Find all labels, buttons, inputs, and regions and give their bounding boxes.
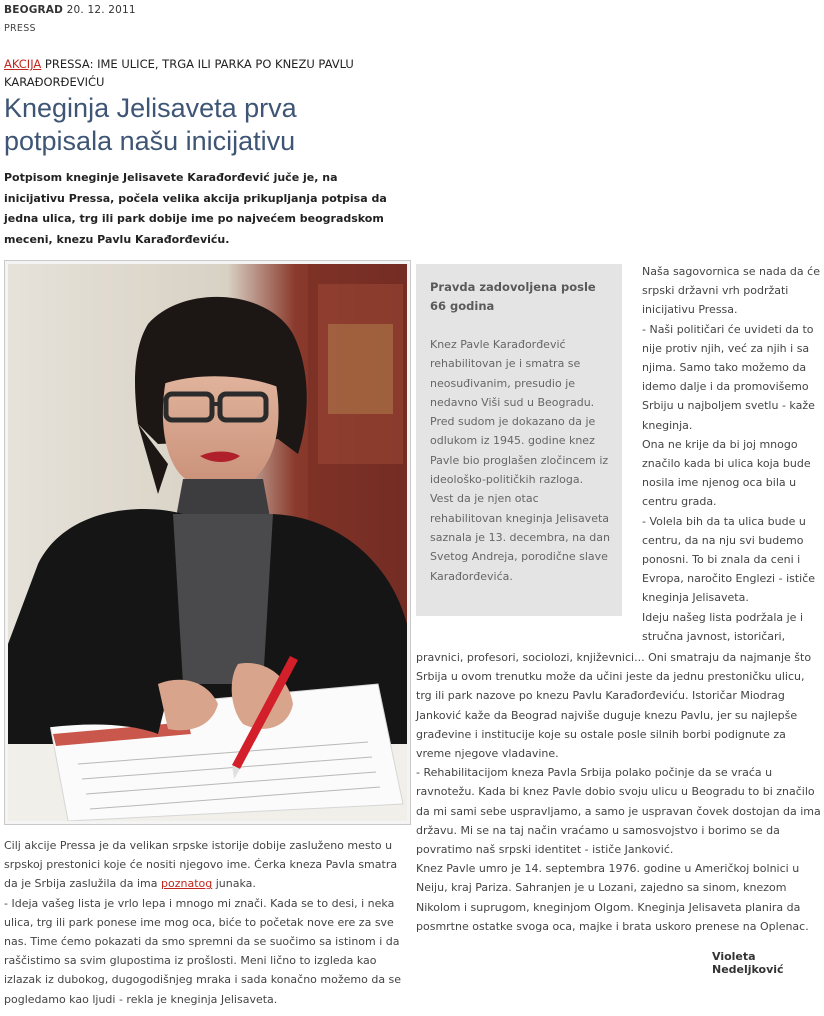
- lead-paragraph: Potpisom kneginje Jelisavete Karađorđević juče je, na inicijativu Pressa, počela velika akcija prikupljanja potpisa da jedna ulica, trg ili park dobije ime po najvećem beogradskom meceni, knezu Pavlu Karađorđeviću.: [4, 171, 387, 246]
- paragraph: Knez Pavle umro je 14. septembra 1976. godine u Američkoj bolnici u Neiju, kraj Pariza. Sahranjen je u Lozani, zajedno sa sinom, knezom Nikolom i suprugom, kneginjom Olgom. Kneginja Jelisaveta planira da posmrtne ostatke svoga oca, majke i brata uskoro prenese na Oplenac.: [416, 862, 809, 933]
- paragraph-text: Cilj akcije Pressa je da velikan srpske istorije dobije zasluženo mesto u srpskoj prestonici koje će nositi njegovo ime. Ćerka kneza Pavla smatra da je Srbija zaslužila da ima: [4, 839, 398, 891]
- kicker-text: PRESSA: IME ULICE, TRGA ILI PARKA PO KNEZU PAVLU KARAĐORĐEVIĆU: [4, 57, 354, 89]
- article-column-right-wide: [416, 648, 822, 936]
- dateline-city: BEOGRAD: [4, 4, 64, 16]
- dateline-date: 20. 12. 2011: [66, 4, 136, 16]
- kicker-link[interactable]: AKCIJA: [4, 57, 42, 71]
- paragraph: - Ideja vašeg lista je vrlo lepa i mnogo mi znači. Kada se to desi, i neka ulica, trg ili park ponese ime mog oca, biće to početak nove ere za sve nas. Time ćemo pokazati da smo spremni da se suočimo sa istinom i da raščistimo sa svim glupostima iz prošlosti. Meni lično to izgleda kao izlazak iz dubokog, dugogodišnjeg mraka i sada konačno možemo da se pogledamo kao ljudi - rekla je kneginja Jelisaveta.: [4, 896, 402, 1006]
- paragraph: - Rehabilitacijom kneza Pavla Srbija polako počinje da se vraća u ravnotežu. Kada bi knez Pavle dobio svoju ulicu u Beogradu to bi značilo da mi sami sebe uspravljamo, a samo je uspravan čovek dostojan da ima državu. Mi se na taj način vraćamo u samosvojstvo i borimo se da povratimo naš srpski identitet - ističe Janković.: [416, 766, 821, 857]
- kicker: [4, 55, 404, 91]
- paragraph: Naša sagovornica se nada da će srpski državni vrh podržati inicijativu Pressa.: [642, 265, 820, 317]
- paragraph: [4, 836, 406, 894]
- inline-link[interactable]: poznatog: [161, 877, 213, 891]
- author-byline: Violeta Nedeljković: [712, 950, 784, 976]
- paragraph: Ideju našeg lista podržala je i stručna javnost, istoričari,: [642, 610, 804, 643]
- paragraph: - Volela bih da ta ulica bude u centru, da na nju svi budemo ponosni. To bi znala da ceni i Evropa, naročito Englezi - ističe kneginja Jelisaveta.: [642, 514, 816, 605]
- paragraph: Ona ne krije da bi joj mnogo značilo kada bi ulica koja bude nosila ime njenog oca bila u centru grada.: [642, 437, 811, 509]
- sidebar-box: [416, 264, 622, 616]
- source-label: PRESS: [4, 23, 36, 34]
- article-photo: [4, 260, 411, 825]
- woman-signing-petition-photo: [8, 264, 407, 821]
- article-column-left: [4, 836, 406, 1009]
- article-column-right: [642, 262, 820, 646]
- dateline: [4, 4, 136, 16]
- sidebar-title: Pravda zadovoljena posle 66 godina: [430, 280, 596, 313]
- paragraph: pravnici, profesori, sociolozi, književnici... Oni smatraju da najmanje što Srbija u ovom trenutku može da učini jeste da jednu prestoničku ulicu, trg ili park nazove po knezu Pavlu Karađorđeviću. Istoričar Miodrag Janković kaže da Beograd najviše duguje knezu Pavlu, jer su najlepše građevine i institucije koje su ostale posle silnih borbi podignute za vreme njegove vladavine.: [416, 651, 812, 761]
- headline: Kneginja Jelisaveta prva potpisala našu inicijativu: [4, 93, 297, 156]
- paragraph-text: junaka.: [212, 877, 256, 891]
- paragraph: - Naši političari će uvideti da to nije protiv njih, već za njih i sa njima. Samo tako možemo da idemo dalje i da promovišemo Srbiju u najboljem svetlu - kaže kneginja.: [642, 322, 815, 432]
- sidebar-body: Knez Pavle Karađorđević rehabilitovan je i smatra se neosuđivanim, presudio je nedavno Viši sud u Beogradu. Pred sudom je dokazano da je odlukom iz 1945. godine knez Pavle bio proglašen zločincem iz ideološko-političkih razloga. Vest da je njen otac rehabilitovan kneginja Jelisaveta saznala je 13. decembra, na dan Svetog Andreja, porodične slave Karađorđevića.: [430, 338, 610, 583]
